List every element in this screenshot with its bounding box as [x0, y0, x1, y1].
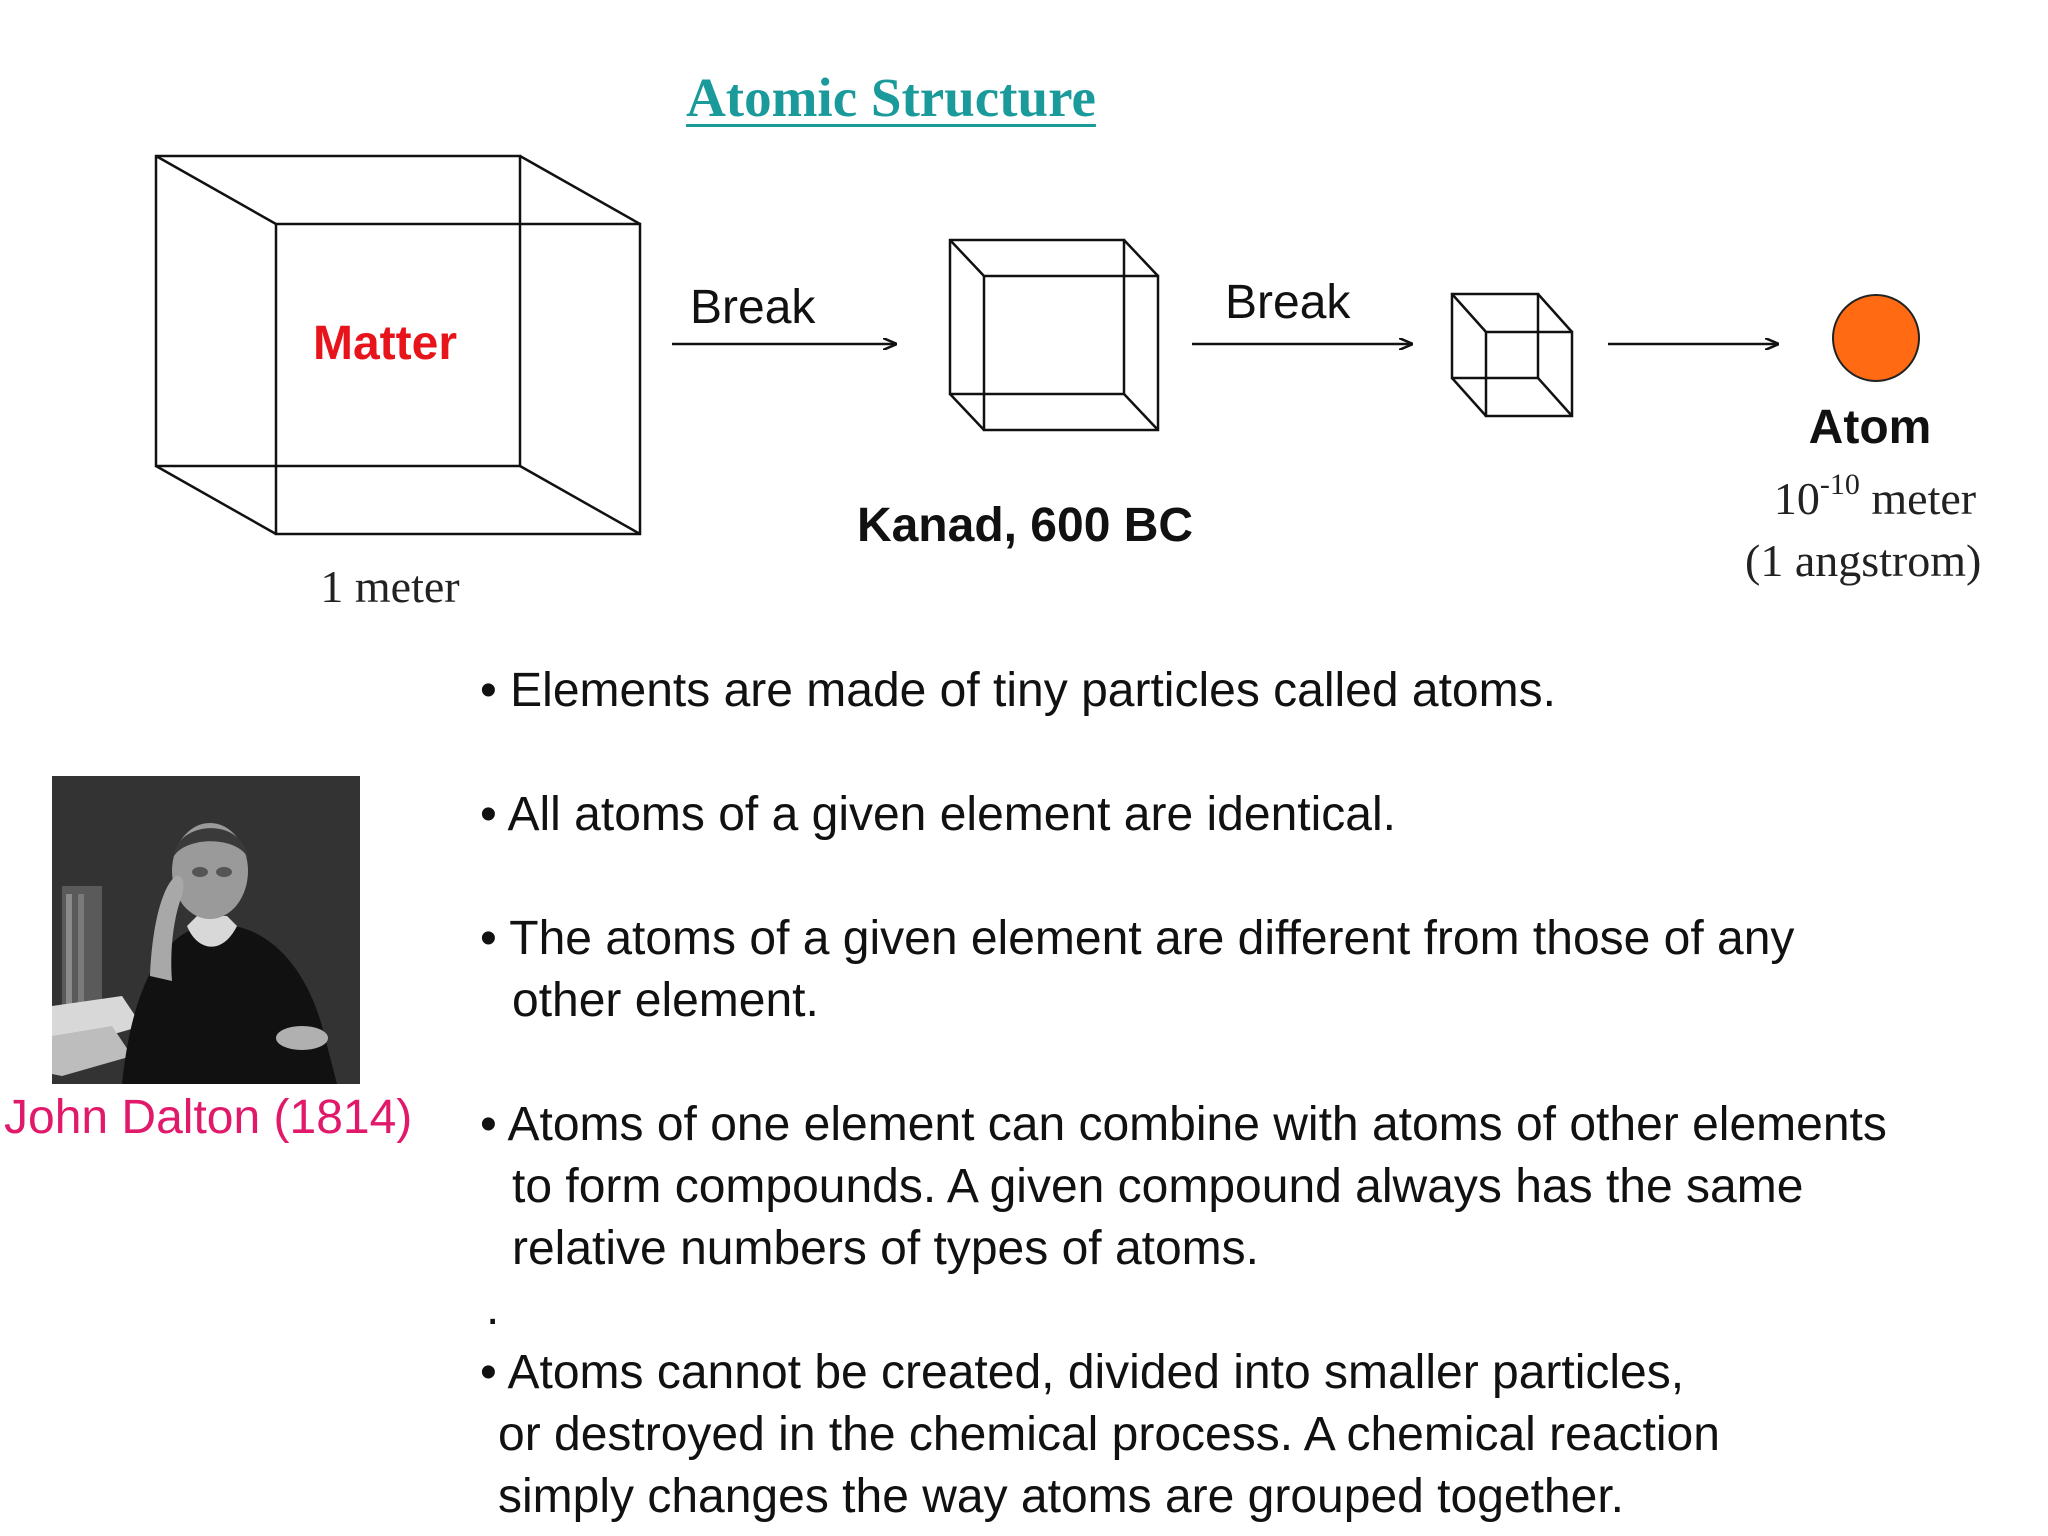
kanad-label: Kanad, 600 BC [856, 499, 1194, 552]
bullet-line: to form compounds. A given compound always has the same [512, 1160, 1804, 1213]
list-item [480, 1094, 1887, 1280]
atom-size-label [1755, 468, 1995, 525]
atom-size-exponent: -10 [1819, 468, 1860, 501]
break-label: Break [690, 281, 816, 334]
bullet-line: relative numbers of types of atoms. [512, 1222, 1259, 1275]
bullet-line: simply changes the way atoms are grouped together. [498, 1470, 1624, 1523]
matter-size-label: 1 meter [320, 561, 460, 612]
list-item [480, 660, 1556, 722]
atom-label: Atom [1808, 401, 1932, 454]
bullet-line: or destroyed in the chemical process. A chemical reaction [498, 1408, 1720, 1461]
bullet-line: • Atoms cannot be created, divided into smaller particles, [480, 1346, 1685, 1399]
portrait-caption: John Dalton (1814) [4, 1091, 413, 1144]
bullet-line: • Atoms of one element can combine with atoms of other elements [480, 1098, 1887, 1151]
atom-size-unit: meter [1871, 473, 1977, 524]
list-item [480, 784, 1396, 846]
atom-icon [1833, 295, 1919, 381]
list-item [480, 1342, 1720, 1528]
breakdown-diagram [0, 0, 2048, 640]
dalton-portrait [52, 776, 360, 1084]
atom-size-base: 10 [1773, 473, 1820, 524]
separator-dot: . [486, 1282, 500, 1335]
matter-label: Matter [312, 317, 458, 370]
page-title: Atomic Structure [686, 67, 1096, 128]
bullet-line: • The atoms of a given element are different from those of any [480, 912, 1795, 965]
small-cube-icon [1452, 294, 1572, 416]
break-label: Break [1225, 276, 1351, 329]
bullet-line: • All atoms of a given element are identical. [480, 788, 1396, 841]
bullet-line: other element. [512, 974, 819, 1027]
medium-cube-icon [950, 240, 1158, 430]
atom-angstrom-label: (1 angstrom) [1745, 535, 1982, 586]
portrait-image [52, 776, 360, 1084]
bullet-line: • Elements are made of tiny particles called atoms. [480, 664, 1556, 717]
list-item [480, 908, 1794, 1032]
